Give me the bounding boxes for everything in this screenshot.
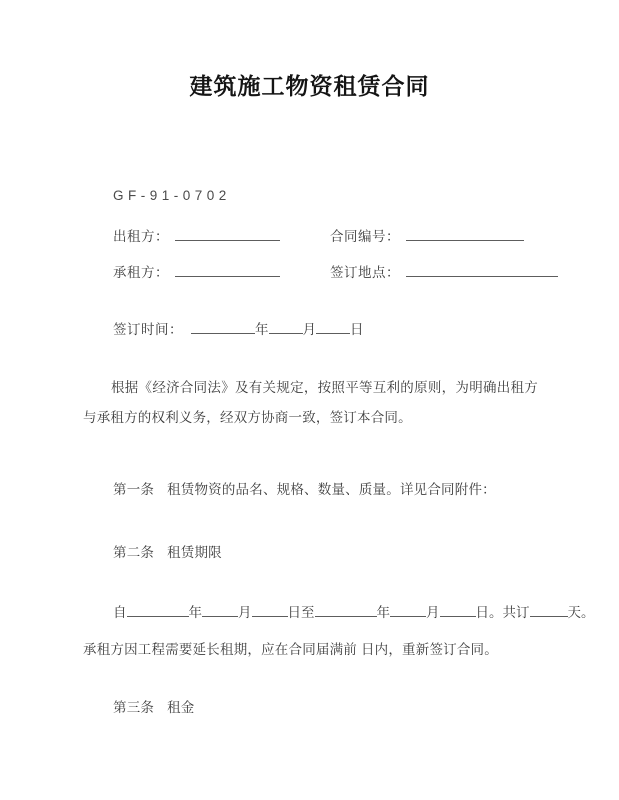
sign-day-unit: 日	[350, 322, 364, 337]
term-start-month-unit: 月	[238, 605, 252, 620]
lessee-input[interactable]	[175, 264, 280, 277]
term-end-month-input[interactable]	[390, 604, 426, 617]
term-days-unit: 天。	[567, 605, 595, 620]
field-row-2	[0, 261, 619, 283]
term-start-month-input[interactable]	[202, 604, 238, 617]
term-end-month-unit: 月	[426, 605, 440, 620]
lease-term-line	[113, 601, 595, 621]
sign-year-unit: 年	[255, 322, 269, 337]
term-period-mark: 。	[489, 605, 503, 620]
form-code: GF-91-0702	[113, 188, 231, 203]
sign-time-field	[113, 318, 364, 338]
clause-2	[113, 541, 222, 561]
document-title: 建筑施工物资租赁合同	[189, 73, 430, 99]
contract-no-field	[330, 225, 524, 245]
contract-no-input[interactable]	[406, 228, 524, 241]
term-from-word: 自	[113, 605, 127, 620]
term-to-word: 至	[301, 605, 315, 620]
term-end-day-input[interactable]	[440, 604, 476, 617]
clause-3-text: 租金	[167, 700, 195, 715]
term-end-year-unit: 年	[376, 605, 390, 620]
term-total-label: 共订	[502, 605, 530, 620]
field-row-1	[0, 225, 619, 247]
sign-month-input[interactable]	[269, 321, 303, 334]
term-start-year-input[interactable]	[127, 604, 189, 617]
sign-time-label: 签订时间：	[113, 322, 183, 337]
clause-1	[113, 478, 496, 498]
sign-place-label: 签订地点：	[330, 265, 400, 280]
term-end-year-input[interactable]	[315, 604, 377, 617]
clause-3	[113, 696, 194, 716]
lessor-label: 出租方：	[113, 229, 169, 244]
clause-2-text: 租赁期限	[167, 545, 222, 560]
term-total-days-input[interactable]	[530, 604, 568, 617]
sign-day-input[interactable]	[316, 321, 350, 334]
lessee-label: 承租方：	[113, 265, 169, 280]
term-start-day-unit: 日	[287, 605, 301, 620]
term-start-day-input[interactable]	[252, 604, 288, 617]
lease-term-note: 承租方因工程需要延长租期，应在合同届满前 日内，重新签订合同。	[83, 642, 498, 657]
lessor-input[interactable]	[175, 228, 280, 241]
preamble-paragraph: 根据《经济合同法》及有关规定，按照平等互利的原则，为明确出租方与承租方的权利义务，经双方协商一致，签订本合同。	[83, 380, 538, 425]
contract-no-label: 合同编号：	[330, 229, 400, 244]
lessor-field	[113, 225, 280, 245]
clause-2-number: 第二条	[113, 545, 155, 560]
sign-place-input[interactable]	[406, 264, 558, 277]
clause-3-number: 第三条	[113, 700, 155, 715]
sign-month-unit: 月	[302, 322, 316, 337]
lessee-field	[113, 261, 280, 281]
clause-1-text: 租赁物资的品名、规格、数量、质量。详见合同附件：	[167, 482, 496, 497]
sign-place-field	[330, 261, 558, 281]
term-end-day-unit: 日	[475, 605, 489, 620]
term-start-year-unit: 年	[188, 605, 202, 620]
sign-year-input[interactable]	[191, 321, 255, 334]
clause-1-number: 第一条	[113, 482, 155, 497]
